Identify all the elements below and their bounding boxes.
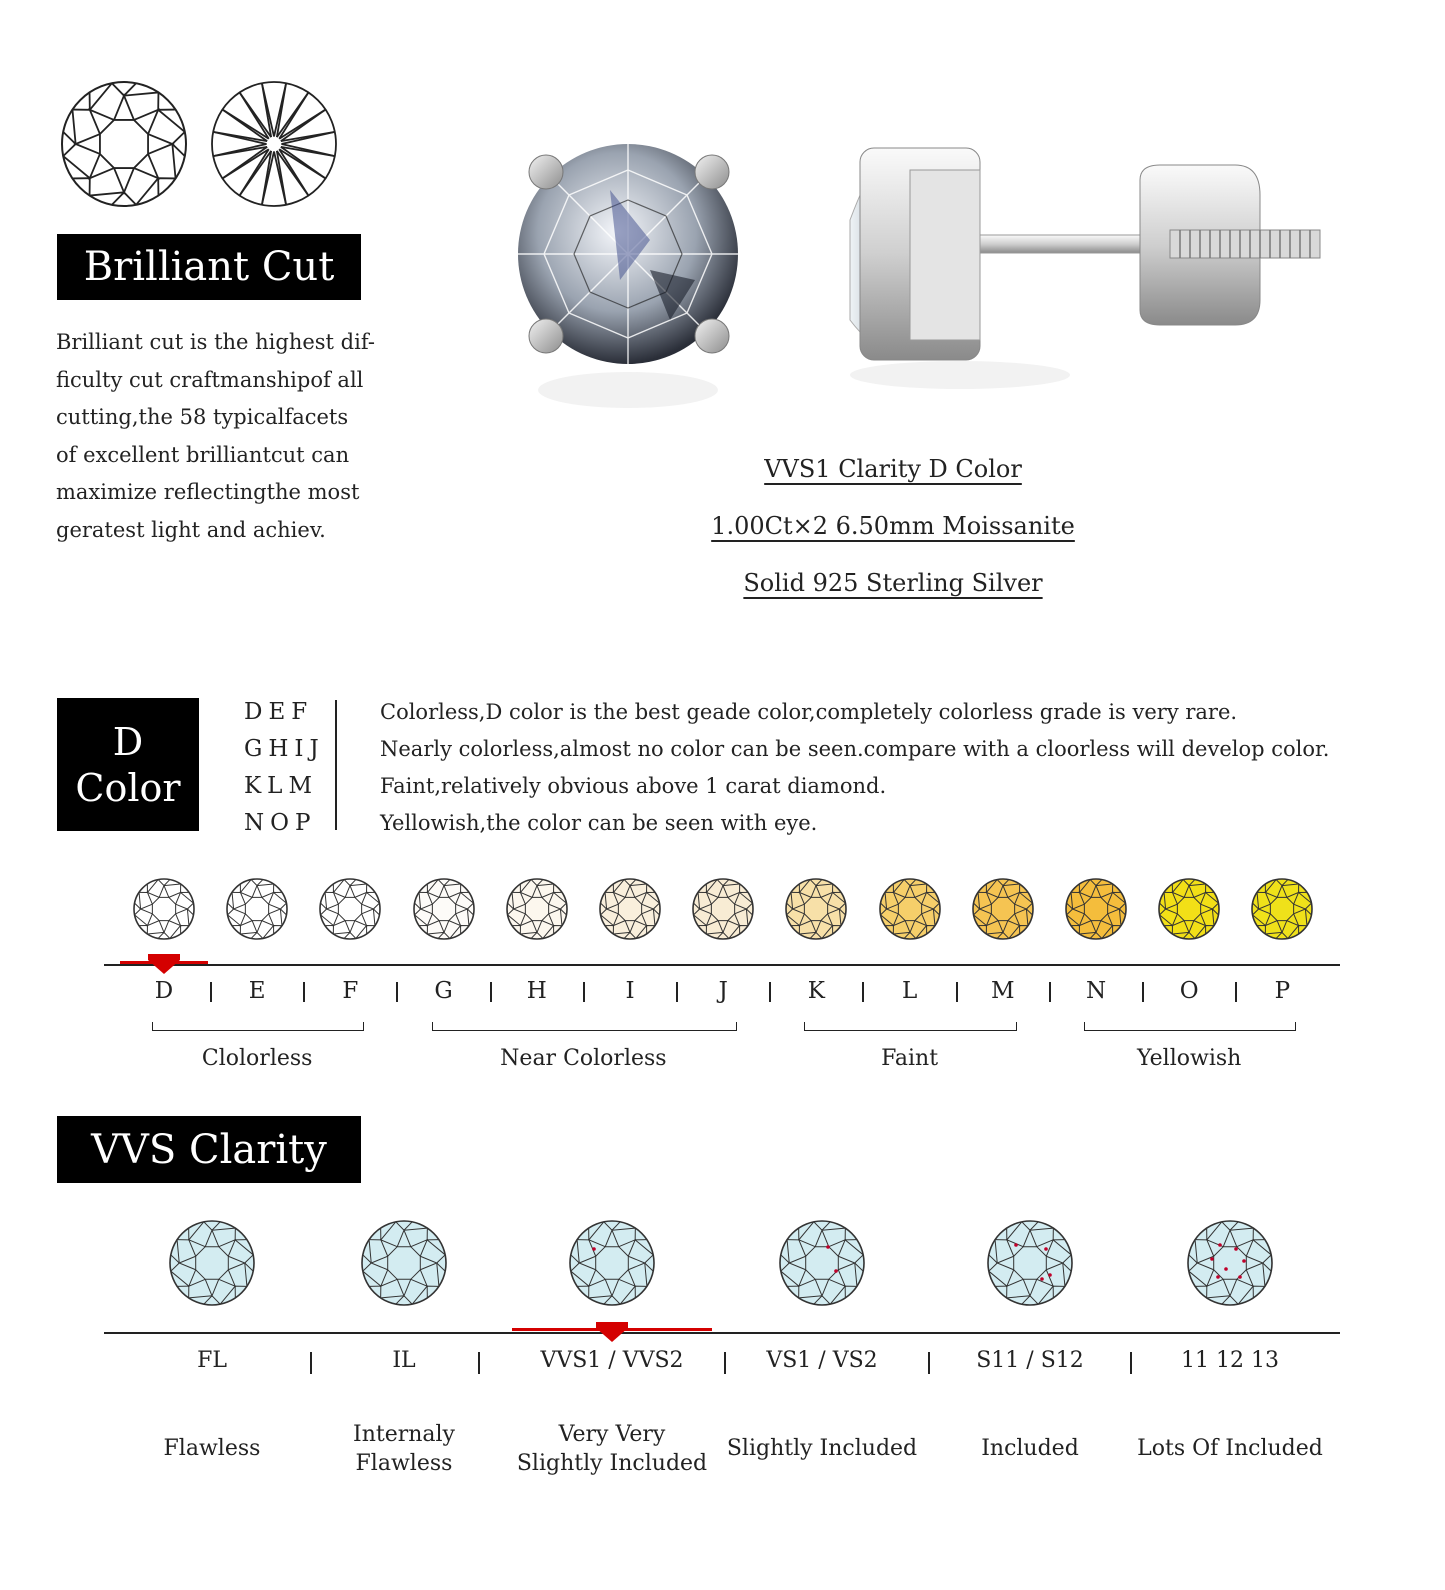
brilliant-star-view-icon [210, 80, 338, 208]
color-group-label: Faint [881, 1046, 939, 1071]
description-line: of excellent brilliantcut can [56, 442, 350, 467]
clarity-grade-label: Very Very Slightly Included [516, 1422, 708, 1476]
color-gem-d [132, 877, 196, 941]
clarity-gem-5 [985, 1218, 1075, 1308]
color-grade-letter: J [718, 978, 728, 1004]
clarity-grade-separator [724, 1352, 726, 1374]
color-grade-separator [1235, 982, 1237, 1002]
clarity-grade-code: VVS1 / VVS2 [540, 1348, 684, 1373]
color-grade-letter: O [1179, 978, 1199, 1004]
color-group-bracket [432, 1022, 738, 1031]
color-grade-letter: G [434, 978, 453, 1004]
color-gem-o [1157, 877, 1221, 941]
color-group-code: NOP [244, 810, 317, 836]
vvs-clarity-title: VVS Clarity [57, 1116, 361, 1183]
color-group-label: Clolorless [201, 1046, 313, 1071]
clarity-gem-2 [359, 1218, 449, 1308]
color-group-bracket [804, 1022, 1016, 1031]
color-group-codes [244, 694, 325, 842]
earring-front-image [500, 130, 760, 420]
color-group-bracket [152, 1022, 364, 1031]
color-group-description: Nearly colorless,almost no color can be seen.compare with a cloorless will develop color. [380, 737, 1330, 761]
color-grade-letter: L [901, 978, 918, 1004]
color-grade-separator [769, 982, 771, 1002]
color-group-label: Yellowish [1137, 1046, 1242, 1071]
color-gem-p [1250, 877, 1314, 941]
description-line: geratest light and achiev. [56, 517, 326, 542]
color-gem-j [691, 877, 755, 941]
color-gem-m [971, 877, 1035, 941]
description-line: Brilliant cut is the highest dif- [56, 330, 375, 354]
color-gem-n [1064, 877, 1128, 941]
color-gem-l [878, 877, 942, 941]
spec-clarity-color: VVS1 Clarity D Color [764, 455, 1022, 483]
color-group-description: Yellowish,the color can be seen with eye. [380, 811, 818, 835]
color-grade-letter: E [248, 978, 266, 1004]
clarity-grade-code: S11 / S12 [976, 1348, 1084, 1373]
brilliant-cut-description [56, 324, 386, 549]
description-line: cutting,the 58 typicalfacets [56, 405, 349, 429]
color-grade-letter: M [991, 978, 1015, 1004]
clarity-grade-separator [310, 1352, 312, 1374]
color-grade-separator [583, 982, 585, 1002]
color-grade-separator [210, 982, 212, 1002]
description-line: maximize reflectingthe most [56, 480, 360, 504]
clarity-grade-separator [478, 1352, 480, 1374]
color-group-label: Near Colorless [500, 1046, 667, 1071]
color-group-divider [335, 700, 337, 830]
color-grade-letter: P [1274, 978, 1291, 1004]
d-color-title-letter: D [112, 719, 144, 764]
brilliant-top-view-icon [60, 80, 188, 208]
color-grade-letter: H [526, 978, 547, 1004]
color-group-code: DEF [244, 699, 314, 725]
color-group-code: GHIJ [244, 736, 325, 762]
color-grade-letter: N [1085, 978, 1107, 1004]
brilliant-cut-title: Brilliant Cut [57, 234, 361, 300]
color-grade-separator [956, 982, 958, 1002]
clarity-grade-code: VS1 / VS2 [766, 1348, 878, 1373]
color-scale-line [104, 964, 1340, 966]
color-grade-separator [303, 982, 305, 1002]
color-group-code: KLM [244, 773, 319, 799]
clarity-grade-code: IL [392, 1348, 416, 1373]
color-gem-h [505, 877, 569, 941]
d-color-title-word: Color [75, 765, 181, 810]
clarity-grade-label: Lots Of Included [1137, 1436, 1323, 1461]
color-grade-separator [862, 982, 864, 1002]
spec-carat-size: 1.00Ct×2 6.50mm Moissanite [711, 512, 1075, 540]
color-gem-i [598, 877, 662, 941]
description-line: ficulty cut craftmanshipof all [56, 367, 364, 392]
clarity-grade-label: Flawless [163, 1436, 261, 1461]
color-group-description: Faint,relatively obvious above 1 carat diamond. [380, 774, 887, 798]
color-group-bracket [1084, 1022, 1296, 1031]
clarity-grade-label: Internaly Flawless [353, 1422, 455, 1476]
color-grade-separator [490, 982, 492, 1002]
color-selected-heart-icon [147, 952, 181, 976]
color-grade-separator [1142, 982, 1144, 1002]
color-grade-letter: K [807, 978, 825, 1004]
clarity-gem-3 [567, 1218, 657, 1308]
earring-side-image [840, 140, 1340, 400]
clarity-gem-6 [1185, 1218, 1275, 1308]
color-grade-separator [676, 982, 678, 1002]
color-grade-letter: D [154, 978, 174, 1004]
clarity-grade-code: 11 12 13 [1181, 1348, 1279, 1373]
color-group-descriptions [380, 694, 1329, 842]
color-grade-letter: I [625, 978, 635, 1004]
clarity-grade-separator [1130, 1352, 1132, 1374]
color-gem-g [412, 877, 476, 941]
clarity-scale-line [104, 1332, 1340, 1334]
color-gem-f [318, 877, 382, 941]
color-grade-separator [1049, 982, 1051, 1002]
color-grade-separator [396, 982, 398, 1002]
color-gem-k [784, 877, 848, 941]
color-gem-e [225, 877, 289, 941]
clarity-gem-1 [167, 1218, 257, 1308]
clarity-grade-separator [928, 1352, 930, 1374]
spec-material: Solid 925 Sterling Silver [743, 569, 1043, 597]
d-color-title [57, 698, 199, 831]
clarity-grade-label: Slightly Included [726, 1436, 918, 1461]
clarity-grade-code: FL [197, 1348, 227, 1373]
color-group-description: Colorless,D color is the best geade color,completely colorless grade is very rare. [380, 700, 1238, 724]
clarity-selected-heart-icon [595, 1320, 629, 1344]
clarity-gem-4 [777, 1218, 867, 1308]
clarity-grade-label: Included [981, 1436, 1079, 1461]
color-grade-letter: F [342, 978, 359, 1004]
